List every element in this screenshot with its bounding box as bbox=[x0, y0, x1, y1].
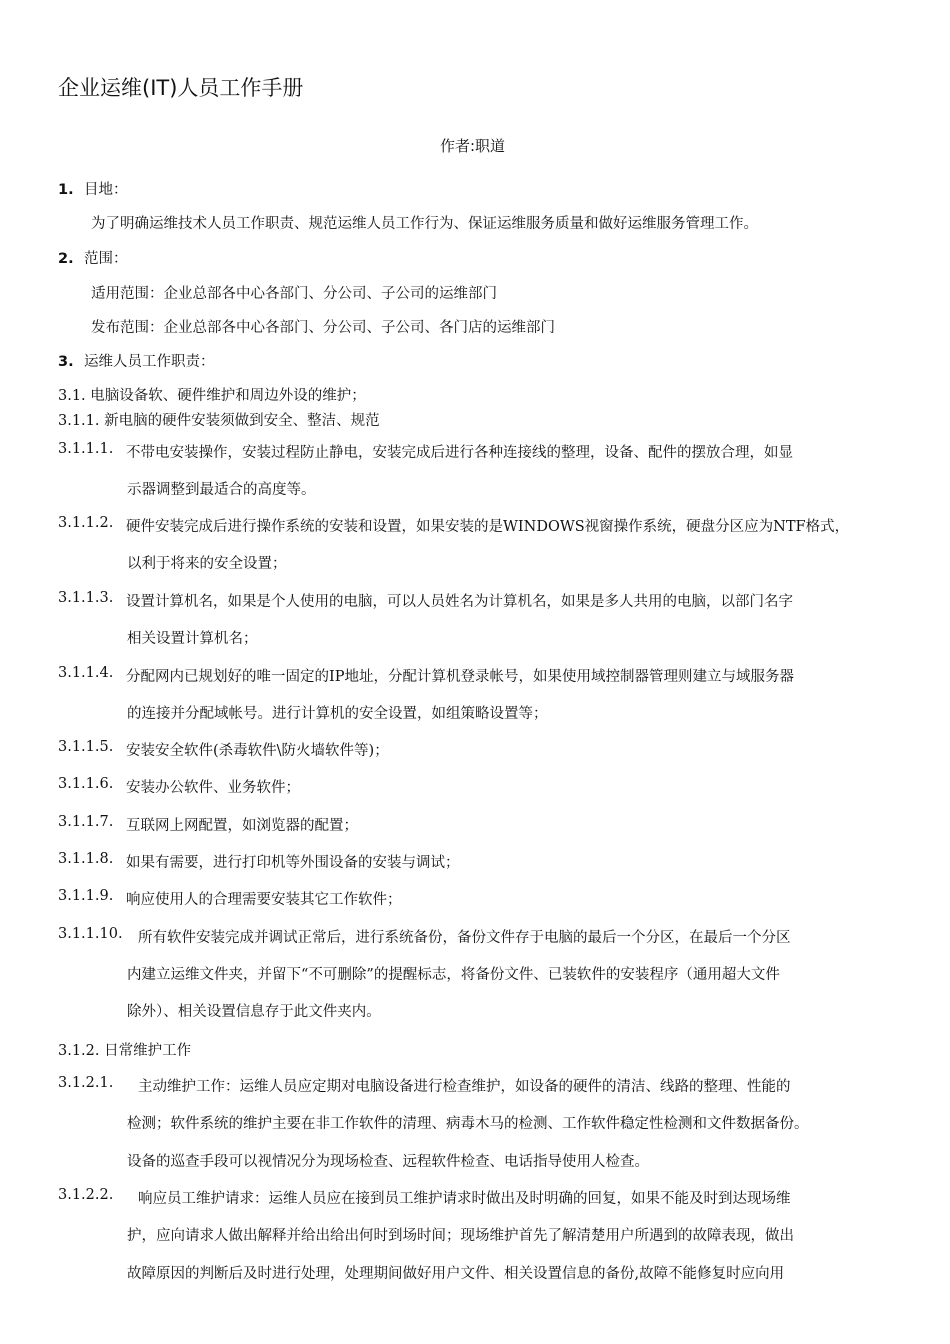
section-label: 目地： bbox=[84, 182, 128, 198]
clause-number: 3.1.1.3. bbox=[58, 590, 114, 606]
document-page: 企业运维(IT)人员工作手册 作者:职道 1. 目地： 为了明确运维技术人员工作职责、规范运维人员工作行为、保证运维服务质量和做好运维服务管理工作。 2. 范围： 适用范围：企业总部各中心各部门、分公司、子公司的运维部门 发布范围：企业总部各中心各部门、分公司、子公司、各门店的运维部门 3. 运维人员工作职责： 3.1. 电脑设备软、硬件维护和周边外设的维护； 3.1.1. 新电脑的硬件安装须做到安全、整洁、规范 3.1.1.1. 不带电安装操作，安装过程防止静电，安装完成后进行各种连接线的整理，设备、配件的摆放合理，如显 示器调整到最适合的高度等。 3.1.1.2. 硬件安装完成后进行操作系统的安装和设置，如果安装的是WINDOWS视窗操作系统，硬盘分区应为NTF格式， 以利于将来的安全设置； 3.1.1.3. 设置计算机名，如果是个人使用的电脑，可以人员姓名为计算机名，如果是多人共用的电脑，以部门名字 相关设置计算机名； 3.1.1.4. 分配网内已规划好的唯一固定的IP地址，分配计算机登录帐号，如果使用域控制器管理则建立与域服务器 的连接并分配域帐号。进行计算机的安全设置，如组策略设置等； 3.1.1.5. 安装安全软件(杀毒软件\防火墙软件等)； 3.1.1.6. 安装办公软件、业务软件； 3.1.1.7. 互联网上网配置，如浏览器的配置； 3.1.1.8. 如果有需要，进行打印机等外围设备的安装与调试； 3.1.1.9. 响应使用人的合理需要安装其它工作软件； 3.1.1.10. 所有软件安装完成并调试正常后，进行系统备份，备份文件存于电脑的最后一个分区，在最后一个分区 内建立运维文件夹，并留下“不可删除”的提醒标志，将备份文件、已装软件的安装程序（通用超大文件 除外）、相关设置信息存于此文件夹内。 3.1.2. 日常维护工作 3.1.2.1. 主动维护工作：运维人员应定期对电脑设备进行检查维护，如设备的硬件的清洁、线路的整理、性能的 检测；软件系统的维护主要在非工作软件的清理、病毒木马的检测、工作软件稳定性检测和文件数据备份。 设备的巡查手段可以视情况分为现场检查、远程软件检查、电话指导使用人检查。 3.1.2.2. 响应员工维护请求：运维人员应在接到员工维护请求时做出及时明确的回复，如果不能及时到达现场维 护，应向请求人做出解释并给出给出何时到场时间；现场维护首先了解清楚用户所遇到的故障表现，做出 故障原因的判断后及时进行处理，处理期间做好用户文件、相关设置信息的备份,故障不能修复时应向用 bbox=[0, 0, 950, 1344]
clause-number: 3.1.1.2. bbox=[58, 515, 114, 531]
section-label: 运维人员工作职责： bbox=[84, 354, 215, 370]
section-label: 范围： bbox=[84, 251, 128, 267]
clause-number: 3.1.1.6. bbox=[58, 776, 114, 792]
section-1-text: 为了明确运维技术人员工作职责、规范运维人员工作行为、保证运维服务质量和做好运维服务管理工作。 bbox=[91, 216, 758, 232]
section-number: 2. bbox=[58, 251, 74, 267]
clause-number: 3.1.2.1. bbox=[58, 1075, 114, 1091]
section-number: 1. bbox=[58, 182, 74, 198]
document-title: 企业运维(IT)人员工作手册 bbox=[58, 76, 304, 100]
section-2-scope-publish: 发布范围：企业总部各中心各部门、分公司、子公司、各门店的运维部门 bbox=[91, 320, 555, 336]
clause-number: 3.1.1.5. bbox=[58, 739, 114, 755]
clause-number: 3.1.1.7. bbox=[58, 814, 114, 830]
section-number: 3. bbox=[58, 354, 74, 370]
section-1-heading bbox=[58, 178, 128, 199]
clause-number: 3.1.1.8. bbox=[58, 851, 114, 867]
section-2-scope-apply: 适用范围：企业总部各中心各部门、分公司、子公司的运维部门 bbox=[91, 286, 497, 302]
clause-number: 3.1.1.10. bbox=[58, 926, 123, 942]
clause-number: 3.1.1.1. bbox=[58, 441, 114, 457]
section-2-heading bbox=[58, 247, 128, 268]
section-3-heading bbox=[58, 350, 215, 371]
clause-number: 3.1.1.9. bbox=[58, 888, 114, 904]
document-author: 作者:职道 bbox=[440, 137, 506, 155]
clause-number: 3.1.1.4. bbox=[58, 665, 114, 681]
clause-number: 3.1.2.2. bbox=[58, 1187, 114, 1203]
